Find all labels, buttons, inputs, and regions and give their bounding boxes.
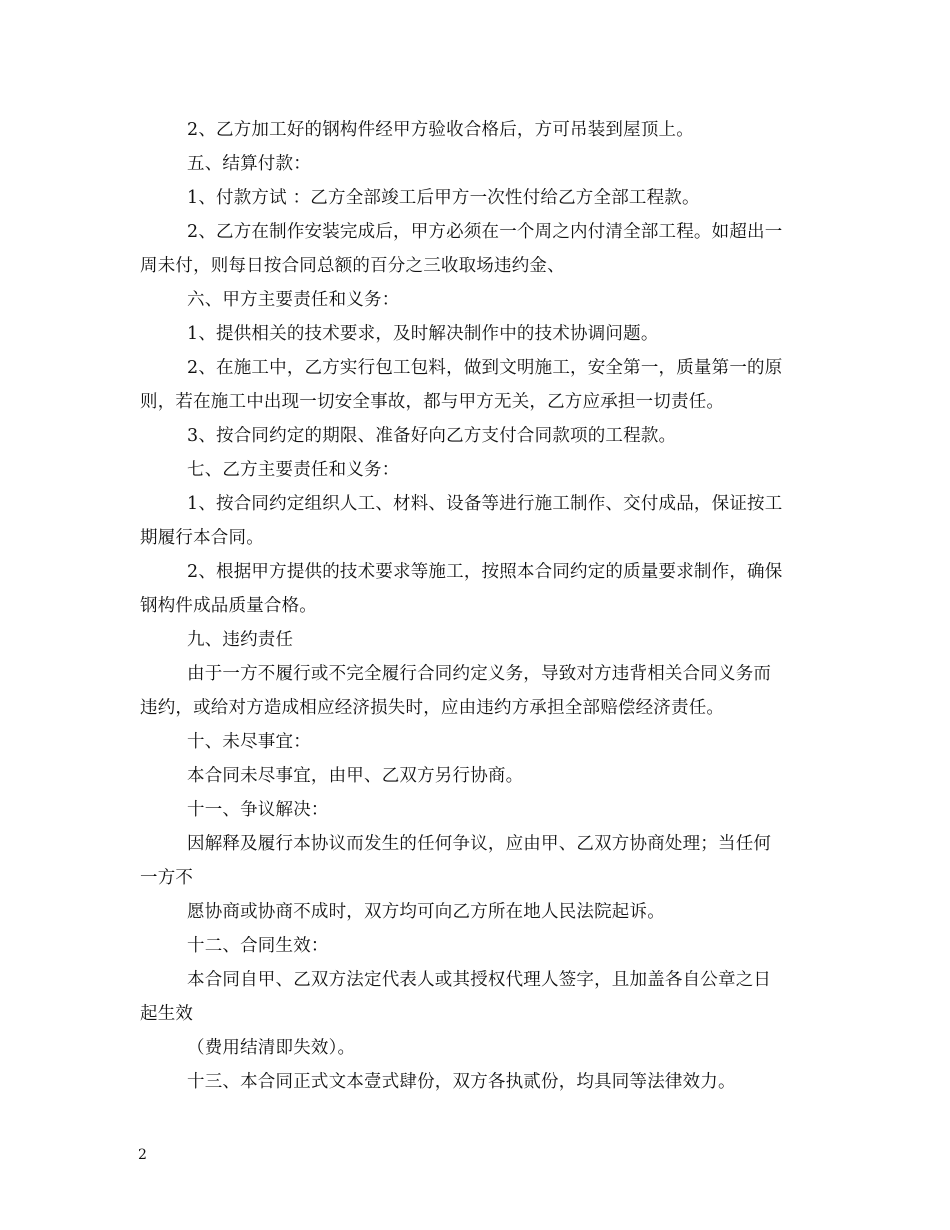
clause-text: 2、乙方在制作安装完成后，甲方必须在一个周之内付清全部工程。如超出一: [187, 222, 783, 242]
section-heading: 十、未尽事宜：: [187, 732, 311, 752]
clause-text: 2、根据甲方提供的技术要求等施工，按照本合同约定的质量要求制作，确保: [187, 562, 783, 582]
clause-text: 1、按合同约定组织人工、材料、设备等进行施工制作、交付成品，保证按工: [187, 494, 783, 514]
page-number: 2: [138, 1147, 147, 1163]
clause-text: 因解释及履行本协议而发生的任何争议，应由甲、乙双方协商处理；当任何: [187, 834, 772, 854]
clause-text: 本合同未尽事宜，由甲、乙双方另行协商。: [187, 766, 524, 786]
clause-text-continuation: 期履行本合同。: [140, 528, 264, 548]
clause-text-continuation: 一方不: [140, 868, 194, 888]
clause-text: 十三、本合同正式文本壹式肆份，双方各执贰份，均具同等法律效力。: [187, 1072, 736, 1092]
clause-text: 2、乙方加工好的钢构件经甲方验收合格后，方可吊装到屋顶上。: [187, 120, 694, 140]
clause-text: 1、付款方试 ：乙方全部竣工后甲方一次性付给乙方全部工程款。: [187, 188, 700, 208]
clause-text: 愿协商或协商不成时，双方均可向乙方所在地人民法院起诉。: [187, 902, 665, 922]
clause-text: 1、提供相关的技术要求，及时解决制作中的技术协调问题。: [187, 324, 659, 344]
section-heading: 十一、争议解决：: [187, 800, 329, 820]
clause-text: 本合同自甲、乙双方法定代表人或其授权代理人签字，且加盖各自公章之日: [187, 970, 772, 990]
clause-text-continuation: 钢构件成品质量合格。: [140, 596, 317, 616]
clause-text: 2、在施工中，乙方实行包工包料，做到文明施工，安全第一，质量第一的原: [187, 358, 783, 378]
clause-text-continuation: 起生效: [140, 1004, 194, 1024]
section-heading: 七、乙方主要责任和义务：: [187, 460, 400, 480]
clause-text-continuation: 则，若在施工中出现一切安全事故，都与甲方无关，乙方应承担一切责任。: [140, 392, 725, 412]
clause-text-continuation: 周未付，则每日按合同总额的百分之三收取场违约金、: [140, 256, 565, 276]
clause-text: （费用结清即失效）。: [187, 1038, 356, 1058]
clause-text: 由于一方不履行或不完全履行合同约定义务，导致对方违背相关合同义务而: [187, 664, 772, 684]
section-heading: 六、甲方主要责任和义务：: [187, 290, 400, 310]
section-heading: 十二、合同生效：: [187, 936, 329, 956]
section-heading: 五、结算付款：: [187, 154, 311, 174]
clause-text-continuation: 违约，或给对方造成相应经济损失时，应由违约方承担全部赔偿经济责任。: [140, 698, 725, 718]
clause-text: 3、按合同约定的期限、准备好向乙方支付合同款项的工程款。: [187, 426, 677, 446]
section-heading: 九、违约责任: [187, 630, 294, 650]
